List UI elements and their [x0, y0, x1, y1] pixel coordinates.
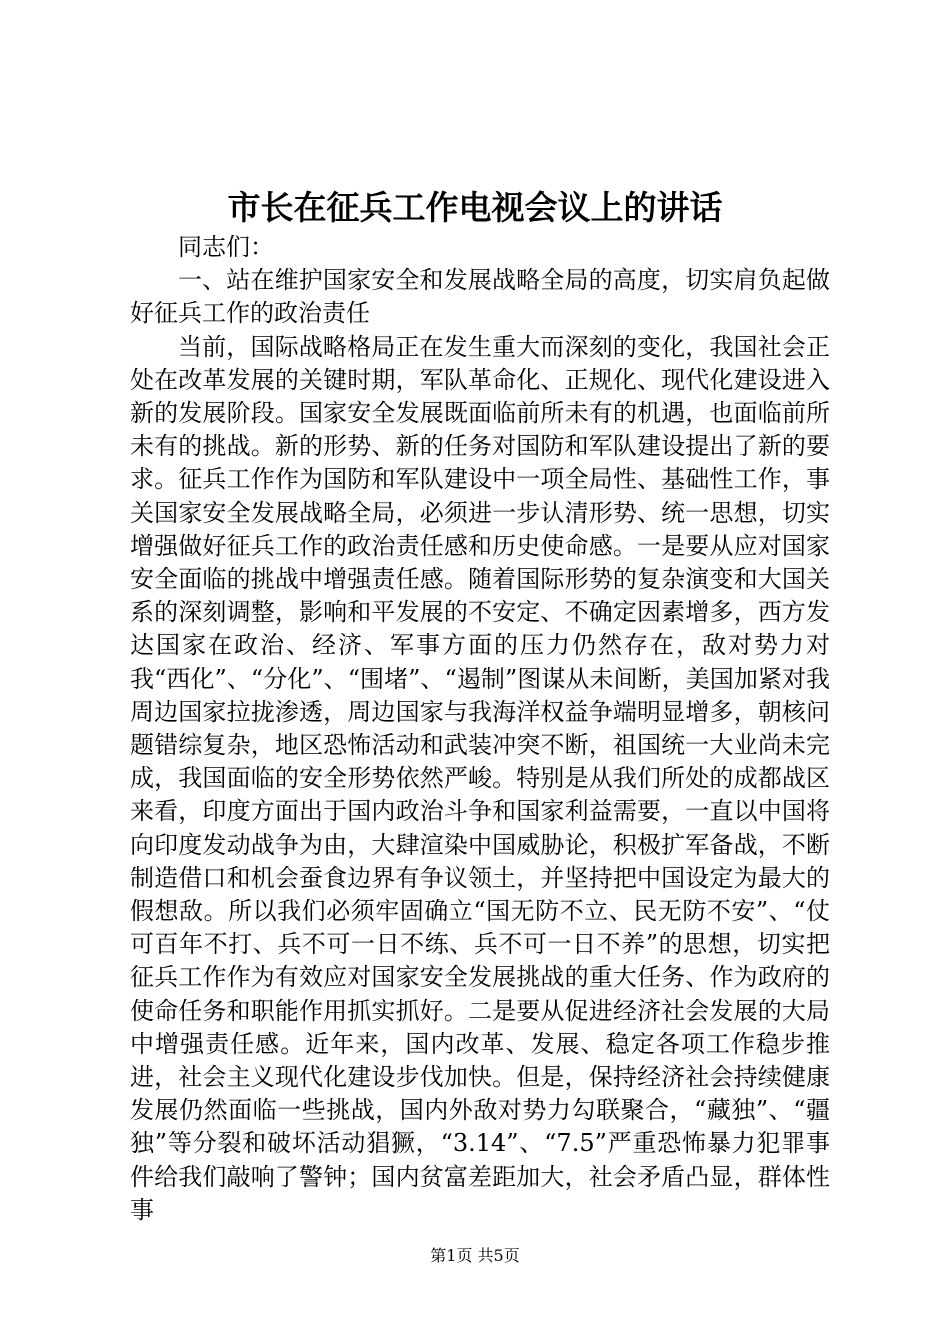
document-body [130, 231, 830, 1227]
salutation: 同志们： [178, 233, 274, 261]
body-paragraph: 当前，国际战略格局正在发生重大而深刻的变化，我国社会正处在改革发展的关键时期，军队革命化、正规化、现代化建设进入新的发展阶段。国家安全发展既面临前所未有的机遇，也面临前所未有的挑战。新的形势、新的任务对国防和军队建设提出了新的要求。征兵工作作为国防和军队建设中一项全局性、基础性工作，事关国家安全发展战略全局，必须进一步认清形势、统一思想，切实增强做好征兵工作的政治责任感和历史使命感。一是要从应对国家安全面临的挑战中增强责任感。随着国际形势的复杂演变和大国关系的深刻调整，影响和平发展的不安定、不确定因素增多，西方发达国家在政治、经济、军事方面的压力仍然存在，敌对势力对我“西化”、“分化”、“围堵”、“遏制”图谋从未间断，美国加紧对我周边国家拉拢渗透，周边国家与我海洋权益争端明显增多，朝核问题错综复杂，地区恐怖活动和武装冲突不断，祖国统一大业尚未完成，我国面临的安全形势依然严峻。特别是从我们所处的成都战区来看，印度方面出于国内政治斗争和国家利益需要，一直以中国将向印度发动战争为由，大肆渲染中国威胁论，积极扩军备战，不断制造借口和机会蚕食边界有争议领土，并坚持把中国设定为最大的假想敌。所以我们必须牢固确立“国无防不立、民无防不安”、“仗可百年不打、兵不可一日不练、兵不可一日不养”的思想，切实把征兵工作作为有效应对国家安全发展挑战的重大任务、作为政府的使命任务和职能作用抓实抓好。二是要从促进经济社会发展的大局中增强责任感。近年来，国内改革、发展、稳定各项工作稳步推进，社会主义现代化建设步伐加快。但是，保持经济社会持续健康发展仍然面临一些挑战，国内外敌对势力勾联聚合，“藏独”、“疆独”等分裂和破坏活动猖獗，“3.14”、“7.5”严重恐怖暴力犯罪事件给我们敲响了警钟；国内贫富差距加大，社会矛盾凸显，群体性事 [130, 332, 830, 1224]
section-heading: 一、站在维护国家安全和发展战略全局的高度，切实肩负起做好征兵工作的政治责任 [130, 266, 830, 328]
page-footer: 第1页 共5页 [430, 1246, 520, 1265]
document-title: 市长在征兵工作电视会议上的讲话 [227, 188, 723, 227]
